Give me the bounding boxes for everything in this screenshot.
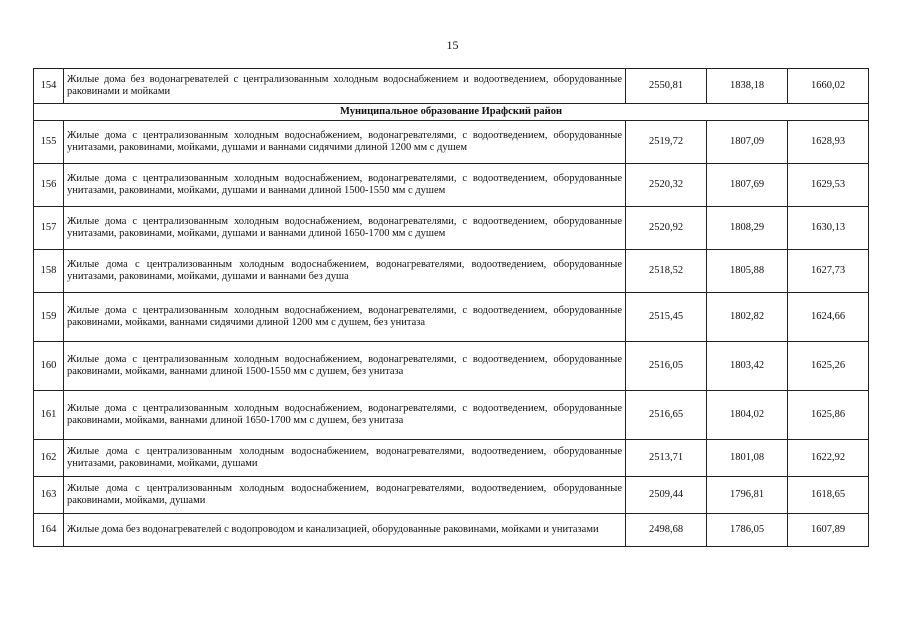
row-value-2: 1838,18 <box>707 69 788 104</box>
table-row <box>34 250 869 293</box>
row-number: 162 <box>34 440 64 477</box>
row-number: 158 <box>34 250 64 293</box>
row-description: Жилые дома с централизованным холодным водоснабжением, водонагревателями, с водоотведением, оборудованные унитазами, раковинами, мойками, душами и ваннами сидячими длиной 1200 мм с душем <box>64 121 626 164</box>
row-number: 159 <box>34 293 64 342</box>
row-value-2: 1802,82 <box>707 293 788 342</box>
row-description: Жилые дома с централизованным холодным водоснабжением, водонагревателями, с водоотведением, оборудованные раковинами, мойками, ваннами сидячими длиной 1200 мм с душем, без унитаза <box>64 293 626 342</box>
row-description: Жилые дома с централизованным холодным водоснабжением, водонагревателями, с водоотведением, оборудованные унитазами, раковинами, мойками, душами и ваннами длиной 1500-1550 мм с душем <box>64 164 626 207</box>
table-row <box>34 69 869 104</box>
row-value-2: 1804,02 <box>707 391 788 440</box>
row-value-3: 1624,66 <box>788 293 869 342</box>
section-title: Муниципальное образование Ирафский район <box>34 104 869 121</box>
row-value-3: 1607,89 <box>788 514 869 547</box>
row-description: Жилые дома с централизованным холодным водоснабжением, водонагревателями, с водоотведением, оборудованные раковинами, мойками, ваннами длиной 1650-1700 мм с душем, без унитаза <box>64 391 626 440</box>
row-value-1: 2513,71 <box>626 440 707 477</box>
table-row <box>34 514 869 547</box>
row-value-1: 2519,72 <box>626 121 707 164</box>
row-value-1: 2518,52 <box>626 250 707 293</box>
row-number: 155 <box>34 121 64 164</box>
row-value-1: 2515,45 <box>626 293 707 342</box>
row-value-2: 1786,05 <box>707 514 788 547</box>
row-value-1: 2498,68 <box>626 514 707 547</box>
row-number: 156 <box>34 164 64 207</box>
row-description: Жилые дома без водонагревателей с водопроводом и канализацией, оборудованные раковинами, мойками и унитазами <box>64 514 626 547</box>
row-value-1: 2516,65 <box>626 391 707 440</box>
row-number: 164 <box>34 514 64 547</box>
table-row <box>34 477 869 514</box>
row-description: Жилые дома с централизованным холодным водоснабжением, водонагревателями, с водоотведением, оборудованные унитазами, раковинами, мойками, душами и ваннами длиной 1650-1700 мм с душем <box>64 207 626 250</box>
row-description: Жилые дома без водонагревателей с централизованным холодным водоснабжением и водоотведением, оборудованные раковинами и мойками <box>64 69 626 104</box>
tariff-table <box>33 68 869 547</box>
row-value-3: 1628,93 <box>788 121 869 164</box>
row-number: 157 <box>34 207 64 250</box>
row-value-1: 2550,81 <box>626 69 707 104</box>
row-value-2: 1803,42 <box>707 342 788 391</box>
row-description: Жилые дома с централизованным холодным водоснабжением, водонагревателями, водоотведением, оборудованные унитазами, раковинами, мойками, душами и ваннами без душа <box>64 250 626 293</box>
row-value-2: 1807,09 <box>707 121 788 164</box>
row-value-1: 2516,05 <box>626 342 707 391</box>
table-row <box>34 293 869 342</box>
row-value-1: 2509,44 <box>626 477 707 514</box>
row-value-3: 1622,92 <box>788 440 869 477</box>
row-description: Жилые дома с централизованным холодным водоснабжением, водонагревателями, с водоотведением, оборудованные раковинами, мойками, ваннами длиной 1500-1550 мм с душем, без унитаза <box>64 342 626 391</box>
row-number: 154 <box>34 69 64 104</box>
row-value-2: 1796,81 <box>707 477 788 514</box>
row-value-3: 1618,65 <box>788 477 869 514</box>
row-number: 160 <box>34 342 64 391</box>
row-value-2: 1807,69 <box>707 164 788 207</box>
row-value-3: 1660,02 <box>788 69 869 104</box>
row-description: Жилые дома с централизованным холодным водоснабжением, водонагревателями, водоотведением, оборудованные унитазами, раковинами, мойками, душами <box>64 440 626 477</box>
row-value-3: 1625,26 <box>788 342 869 391</box>
row-value-1: 2520,32 <box>626 164 707 207</box>
row-value-3: 1625,86 <box>788 391 869 440</box>
row-value-3: 1627,73 <box>788 250 869 293</box>
row-number: 161 <box>34 391 64 440</box>
section-header-row <box>34 104 869 121</box>
row-number: 163 <box>34 477 64 514</box>
table-row <box>34 342 869 391</box>
page-number: 15 <box>446 38 459 52</box>
table-row <box>34 121 869 164</box>
row-value-3: 1630,13 <box>788 207 869 250</box>
row-description: Жилые дома с централизованным холодным водоснабжением, водонагревателями, водоотведением, оборудованные раковинами, мойками, душами <box>64 477 626 514</box>
table-row <box>34 391 869 440</box>
row-value-3: 1629,53 <box>788 164 869 207</box>
table-row <box>34 164 869 207</box>
row-value-2: 1801,08 <box>707 440 788 477</box>
row-value-2: 1808,29 <box>707 207 788 250</box>
table-row <box>34 440 869 477</box>
row-value-1: 2520,92 <box>626 207 707 250</box>
table-row <box>34 207 869 250</box>
row-value-2: 1805,88 <box>707 250 788 293</box>
